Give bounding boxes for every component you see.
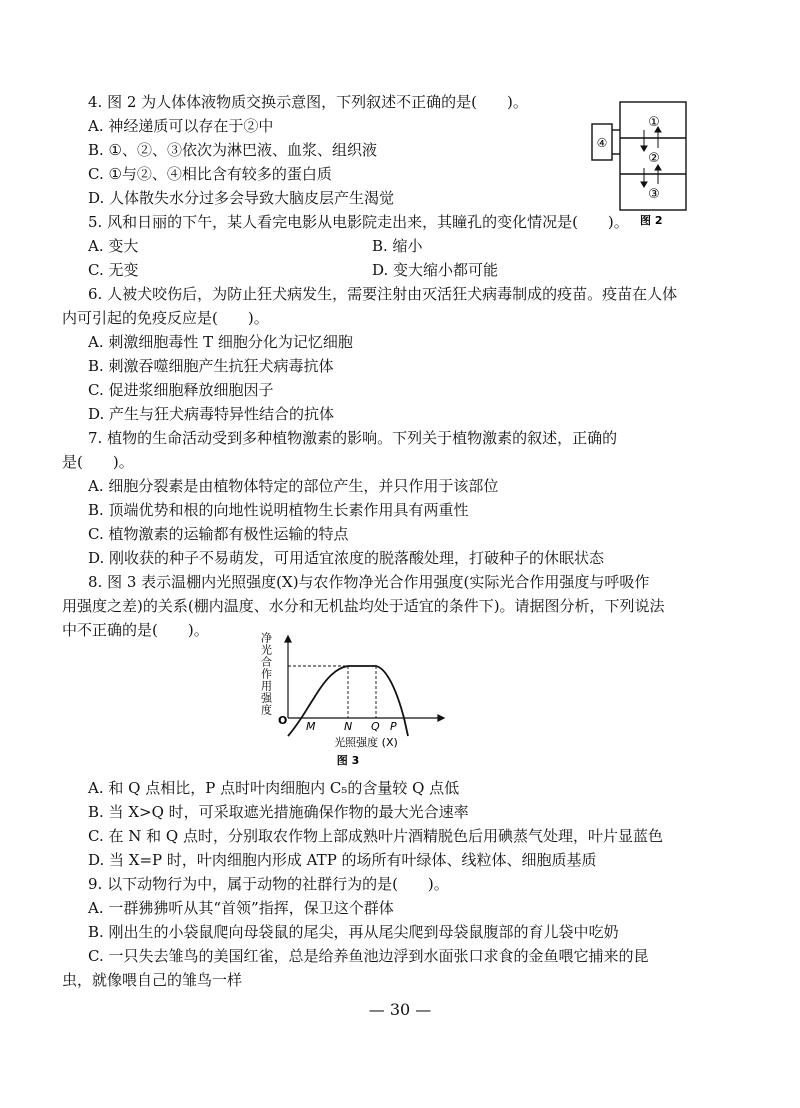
- q7-option-d: D. 刚收获的种子不易萌发，可用适宜浓度的脱落酸处理，打破种子的休眠状态: [88, 549, 605, 567]
- q6-option-c: C. 促进浆细胞释放细胞因子: [88, 381, 274, 399]
- q8-stem-line-2: 用强度之差)的关系(棚内温度、水分和无机盐均处于适宜的条件下)。请据图分析，下列说法: [62, 597, 665, 615]
- fig2-box-4: ④: [596, 136, 608, 150]
- q7-stem-line-2: 是( )。: [62, 453, 134, 471]
- q8-option-c: C. 在 N 和 Q 点时，分别取农作物上部成熟叶片酒精脱色后用碘蒸气处理，叶片显蓝色: [88, 827, 663, 845]
- q9-option-b: B. 刚出生的小袋鼠爬向母袋鼠的尾尖，再从尾尖爬到母袋鼠腹部的育儿袋中吃奶: [88, 923, 619, 941]
- fig3-point-p: P: [390, 720, 397, 733]
- fig3-x-axis-label: 光照强度 (X): [334, 736, 398, 749]
- q8-option-a: A. 和 Q 点相比，P 点时叶肉细胞内 C₅的含量较 Q 点低: [88, 779, 460, 797]
- q6-option-b: B. 刺激吞噬细胞产生抗狂犬病毒抗体: [88, 357, 334, 375]
- figure-2-diagram: [578, 96, 688, 226]
- q8-stem-line-1: 8. 图 3 表示温棚内光照强度(X)与农作物净光合作用强度(实际光合作用强度与呼吸作: [88, 573, 650, 591]
- fig3-caption: 图 3: [336, 754, 360, 767]
- q9-stem: 9. 以下动物行为中，属于动物的社群行为的是( )。: [88, 875, 449, 893]
- q8-stem-line-3: 中不正确的是( )。: [62, 621, 209, 639]
- q7-stem-line-1: 7. 植物的生命活动受到多种植物激素的影响。下列关于植物激素的叙述，正确的: [88, 429, 618, 447]
- q7-option-b: B. 顶端优势和根的向地性说明植物生长素作用具有两重性: [88, 501, 469, 519]
- q8-option-b: B. 当 X>Q 时，可采取遮光措施确保作物的最大光合速率: [88, 803, 469, 821]
- q5-option-d: D. 变大缩小都可能: [372, 261, 499, 279]
- q4-option-a: A. 神经递质可以存在于②中: [88, 117, 274, 135]
- q9-option-a: A. 一群狒狒听从其“首领”指挥，保卫这个群体: [88, 899, 394, 917]
- fig2-caption: 图 2: [640, 214, 663, 226]
- fig3-origin-label: O: [278, 714, 288, 727]
- q6-stem-line-2: 内可引起的免疫反应是( )。: [62, 309, 269, 327]
- q6-option-d: D. 产生与狂犬病毒特异性结合的抗体: [88, 405, 335, 423]
- fig3-point-q: Q: [371, 720, 380, 733]
- fig3-point-m: M: [306, 720, 316, 733]
- q7-option-a: A. 细胞分裂素是由植物体特定的部位产生，并只作用于该部位: [88, 477, 499, 495]
- q5-option-a: A. 变大: [88, 237, 139, 255]
- q5-option-c: C. 无变: [88, 261, 139, 279]
- q6-option-a: A. 刺激细胞毒性 T 细胞分化为记忆细胞: [88, 333, 353, 351]
- fig2-box-2: ②: [648, 151, 660, 166]
- fig2-box-3: ③: [648, 187, 660, 202]
- q4-option-c: C. ①与②、④相比含有较多的蛋白质: [88, 165, 332, 183]
- figure-3-graph: [258, 618, 458, 768]
- q9-option-c-line-1: C. 一只失去雏鸟的美国红雀，总是给养鱼池边浮到水面张口求食的金鱼喂它捕来的昆: [88, 947, 649, 965]
- fig2-box-1: ①: [648, 115, 660, 130]
- q9-option-c-line-2: 虫，就像喂自己的雏鸟一样: [62, 971, 243, 989]
- q4-option-b: B. ①、②、③依次为淋巴液、血浆、组织液: [88, 141, 378, 159]
- page-number: — 30 —: [368, 1000, 432, 1019]
- q4-stem: 4. 图 2 为人体体液物质交换示意图，下列叙述不正确的是( )。: [88, 93, 528, 111]
- q5-option-b: B. 缩小: [372, 237, 423, 255]
- q6-stem-line-1: 6. 人被犬咬伤后，为防止狂犬病发生，需要注射由灭活狂犬病毒制成的疫苗。疫苗在人体: [88, 285, 678, 303]
- svg-text:净光合作用强度: 净光合作用强度: [259, 632, 273, 716]
- fig3-point-n: N: [344, 720, 353, 733]
- q8-option-d: D. 当 X=P 时，叶肉细胞内形成 ATP 的场所有叶绿体、线粒体、细胞质基质: [88, 851, 597, 869]
- q4-option-d: D. 人体散失水分过多会导致大脑皮层产生渴觉: [88, 189, 395, 207]
- q5-stem: 5. 风和日丽的下午，某人看完电影从电影院走出来，其瞳孔的变化情况是( )。: [88, 213, 629, 231]
- fig3-y-axis-label: [260, 631, 273, 716]
- q7-option-c: C. 植物激素的运输都有极性运输的特点: [88, 525, 349, 543]
